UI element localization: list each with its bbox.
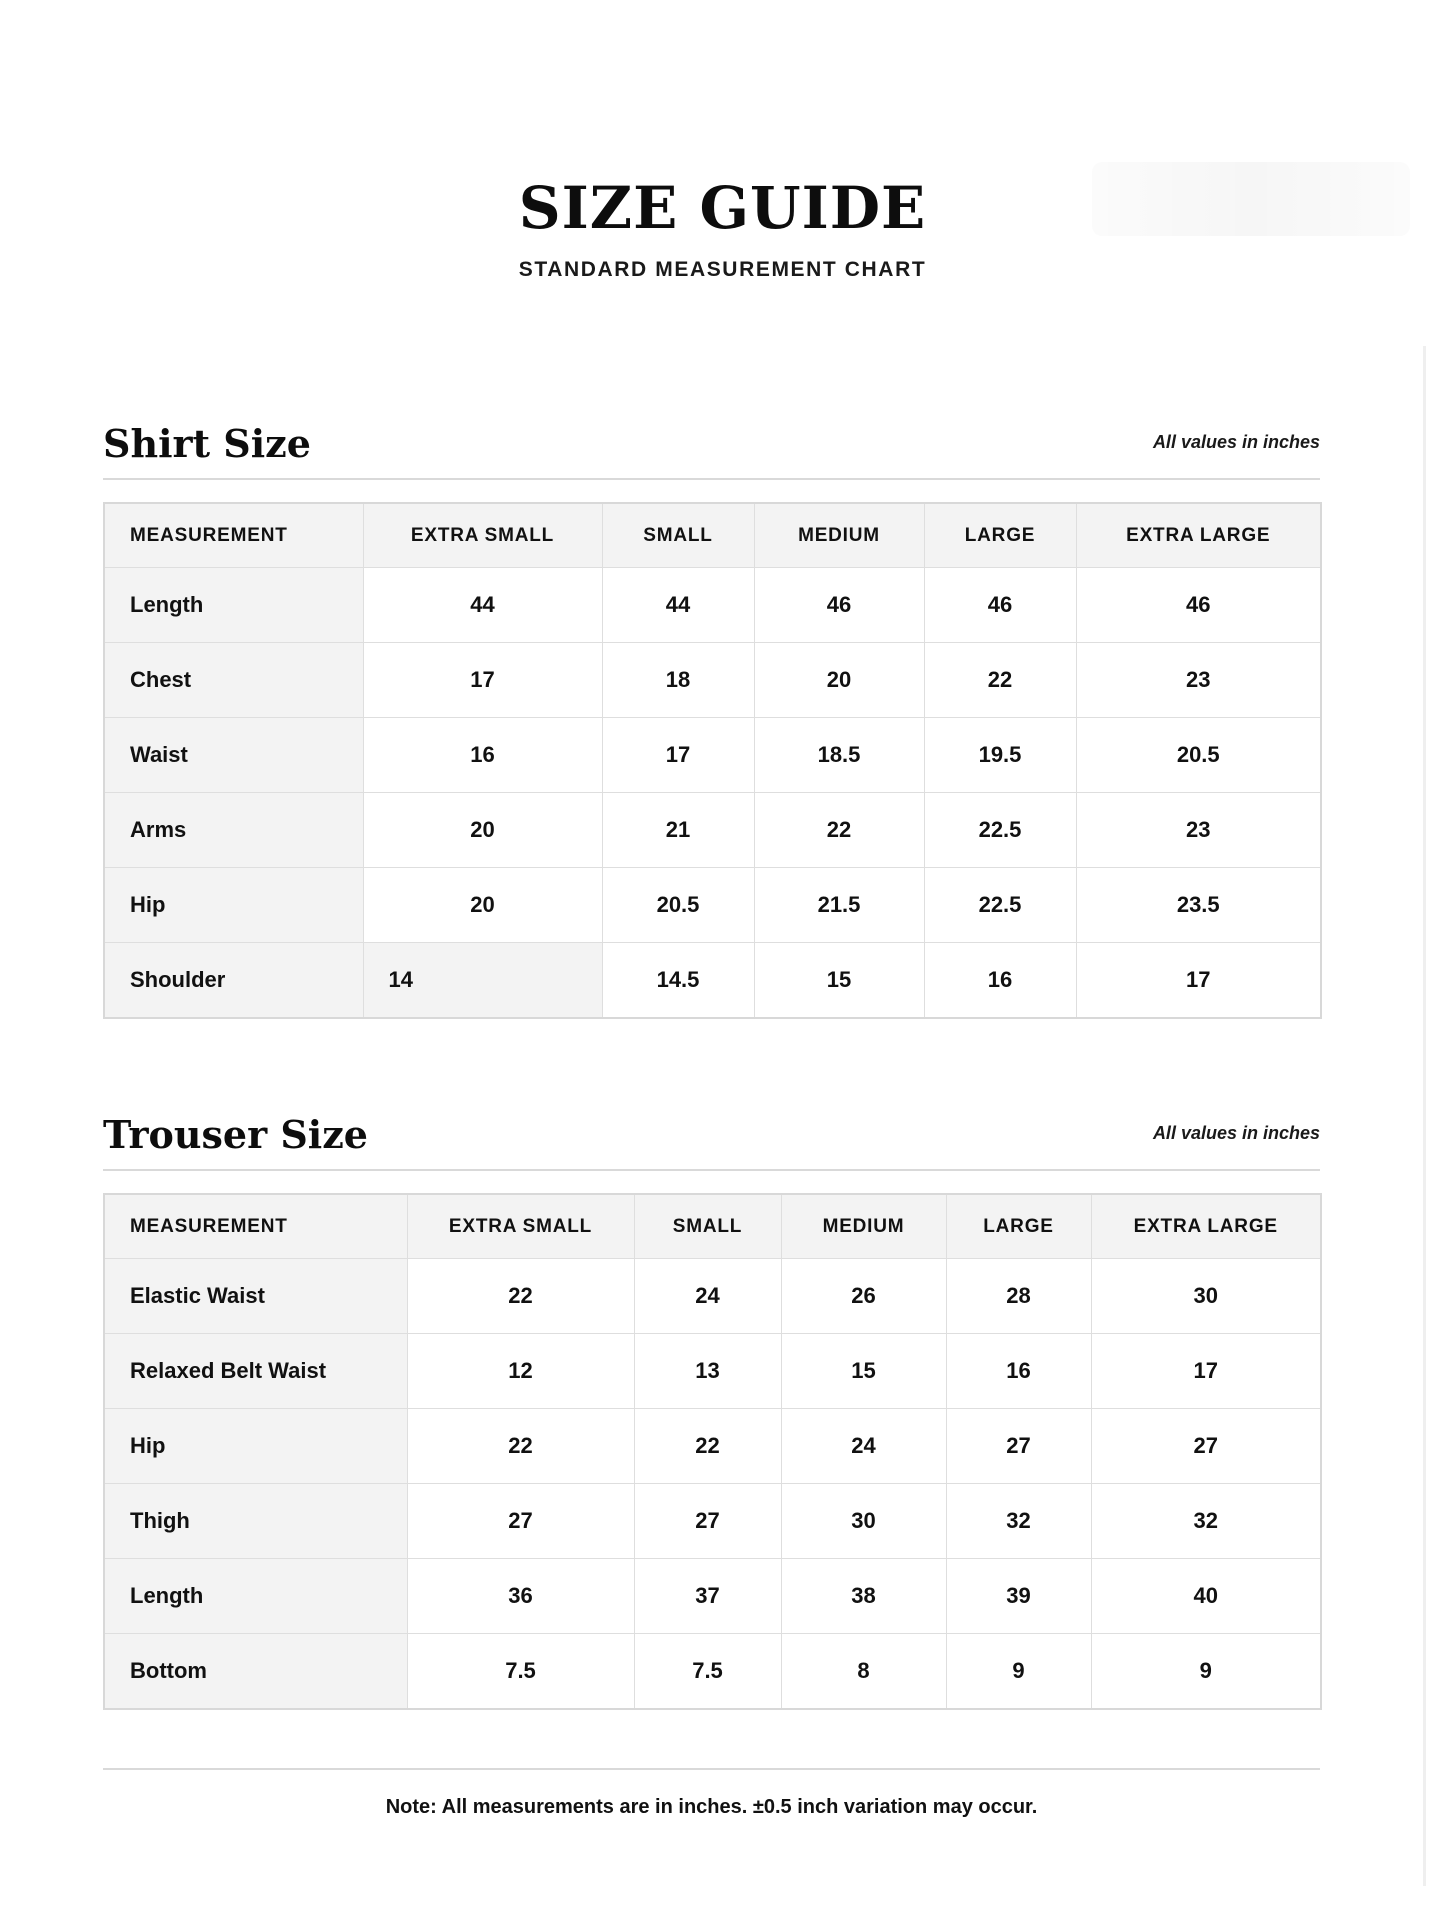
- table-cell: 9: [946, 1634, 1091, 1710]
- table-cell: 28: [946, 1259, 1091, 1334]
- shirt-section-title: Shirt Size: [103, 421, 311, 466]
- table-row: [104, 718, 1321, 793]
- row-label: Relaxed Belt Waist: [104, 1334, 407, 1409]
- column-header: SMALL: [602, 503, 754, 568]
- column-header: MEDIUM: [754, 503, 924, 568]
- table-cell: 27: [634, 1484, 781, 1559]
- table-cell: 23.5: [1076, 868, 1321, 943]
- page-title: SIZE GUIDE: [518, 174, 927, 242]
- column-header: MEASUREMENT: [104, 503, 363, 568]
- trouser-size-section: [103, 1107, 1320, 1683]
- table-cell: 21.5: [754, 868, 924, 943]
- table-cell: 16: [363, 718, 602, 793]
- row-label: Shoulder: [104, 943, 363, 1019]
- table-cell: 22: [407, 1259, 634, 1334]
- row-label: Waist: [104, 718, 363, 793]
- row-label: Thigh: [104, 1484, 407, 1559]
- row-label: Hip: [104, 1409, 407, 1484]
- column-header: LARGE: [924, 503, 1076, 568]
- trouser-size-table: [103, 1193, 1322, 1710]
- table-cell: 39: [946, 1559, 1091, 1634]
- table-cell: 46: [924, 568, 1076, 643]
- table-cell: 23: [1076, 643, 1321, 718]
- table-cell: 7.5: [634, 1634, 781, 1710]
- table-cell: 32: [946, 1484, 1091, 1559]
- shirt-units-note: All values in inches: [1152, 432, 1320, 452]
- table-cell: 22.5: [924, 868, 1076, 943]
- table-cell: 18: [602, 643, 754, 718]
- table-cell: 17: [602, 718, 754, 793]
- table-cell: 22: [634, 1409, 781, 1484]
- table-cell: 17: [1076, 943, 1321, 1019]
- column-header: LARGE: [946, 1194, 1091, 1259]
- footer-divider: [103, 1768, 1320, 1770]
- table-cell: 30: [781, 1484, 946, 1559]
- table-cell: 13: [634, 1334, 781, 1409]
- column-header: EXTRA SMALL: [363, 503, 602, 568]
- table-header-row: [104, 503, 1321, 568]
- table-cell: 22: [924, 643, 1076, 718]
- table-cell: 18.5: [754, 718, 924, 793]
- table-cell: 20: [754, 643, 924, 718]
- table-cell: 38: [781, 1559, 946, 1634]
- trouser-section-title: Trouser Size: [103, 1112, 368, 1157]
- table-row: [104, 1259, 1321, 1334]
- table-row: [104, 793, 1321, 868]
- table-cell: 44: [363, 568, 602, 643]
- table-cell: 46: [754, 568, 924, 643]
- table-cell: 27: [1091, 1409, 1321, 1484]
- table-cell: 26: [781, 1259, 946, 1334]
- column-header: MEDIUM: [781, 1194, 946, 1259]
- table-row: [104, 868, 1321, 943]
- page-edge-shadow: [1423, 346, 1426, 1886]
- table-cell: 21: [602, 793, 754, 868]
- column-header: EXTRA SMALL: [407, 1194, 634, 1259]
- row-label: Arms: [104, 793, 363, 868]
- table-cell: 36: [407, 1559, 634, 1634]
- table-row: [104, 1484, 1321, 1559]
- table-row: [104, 1409, 1321, 1484]
- table-cell: 15: [754, 943, 924, 1019]
- table-row: [104, 1334, 1321, 1409]
- column-header: EXTRA LARGE: [1076, 503, 1321, 568]
- footer-note: Note: All measurements are in inches. ±0.5 inch variation may occur.: [385, 1796, 1038, 1818]
- table-cell: 32: [1091, 1484, 1321, 1559]
- table-cell: 37: [634, 1559, 781, 1634]
- table-cell: 22.5: [924, 793, 1076, 868]
- table-row: [104, 1634, 1321, 1710]
- table-row: [104, 1559, 1321, 1634]
- table-cell: 40: [1091, 1559, 1321, 1634]
- table-cell: 17: [363, 643, 602, 718]
- table-cell: 12: [407, 1334, 634, 1409]
- column-header: SMALL: [634, 1194, 781, 1259]
- row-label: Hip: [104, 868, 363, 943]
- table-cell: 9: [1091, 1634, 1321, 1710]
- table-row: [104, 568, 1321, 643]
- table-row: [104, 943, 1321, 1019]
- table-cell: 27: [946, 1409, 1091, 1484]
- column-header: EXTRA LARGE: [1091, 1194, 1321, 1259]
- table-cell: 15: [781, 1334, 946, 1409]
- page-subtitle: STANDARD MEASUREMENT CHART: [518, 258, 927, 281]
- column-header: MEASUREMENT: [104, 1194, 407, 1259]
- table-cell: 23: [1076, 793, 1321, 868]
- shirt-section-header: [103, 416, 1320, 480]
- table-cell: 14.5: [602, 943, 754, 1019]
- row-label: Elastic Waist: [104, 1259, 407, 1334]
- table-cell: 20: [363, 793, 602, 868]
- table-cell: 14: [363, 943, 602, 1019]
- table-cell: 20.5: [1076, 718, 1321, 793]
- shirt-size-section: [103, 416, 1320, 992]
- row-label: Length: [104, 1559, 407, 1634]
- table-cell: 22: [407, 1409, 634, 1484]
- row-label: Chest: [104, 643, 363, 718]
- row-label: Length: [104, 568, 363, 643]
- table-cell: 19.5: [924, 718, 1076, 793]
- table-cell: 46: [1076, 568, 1321, 643]
- table-cell: 44: [602, 568, 754, 643]
- trouser-units-note: All values in inches: [1152, 1123, 1320, 1143]
- table-row: [104, 643, 1321, 718]
- table-cell: 17: [1091, 1334, 1321, 1409]
- trouser-section-header: [103, 1107, 1320, 1171]
- table-cell: 22: [754, 793, 924, 868]
- table-cell: 30: [1091, 1259, 1321, 1334]
- shirt-size-table: [103, 502, 1322, 1019]
- table-cell: 27: [407, 1484, 634, 1559]
- table-cell: 24: [634, 1259, 781, 1334]
- table-cell: 20.5: [602, 868, 754, 943]
- page-header: [0, 170, 1445, 284]
- table-cell: 16: [924, 943, 1076, 1019]
- table-cell: 24: [781, 1409, 946, 1484]
- table-cell: 7.5: [407, 1634, 634, 1710]
- row-label: Bottom: [104, 1634, 407, 1710]
- table-cell: 16: [946, 1334, 1091, 1409]
- table-cell: 8: [781, 1634, 946, 1710]
- table-cell: 20: [363, 868, 602, 943]
- table-header-row: [104, 1194, 1321, 1259]
